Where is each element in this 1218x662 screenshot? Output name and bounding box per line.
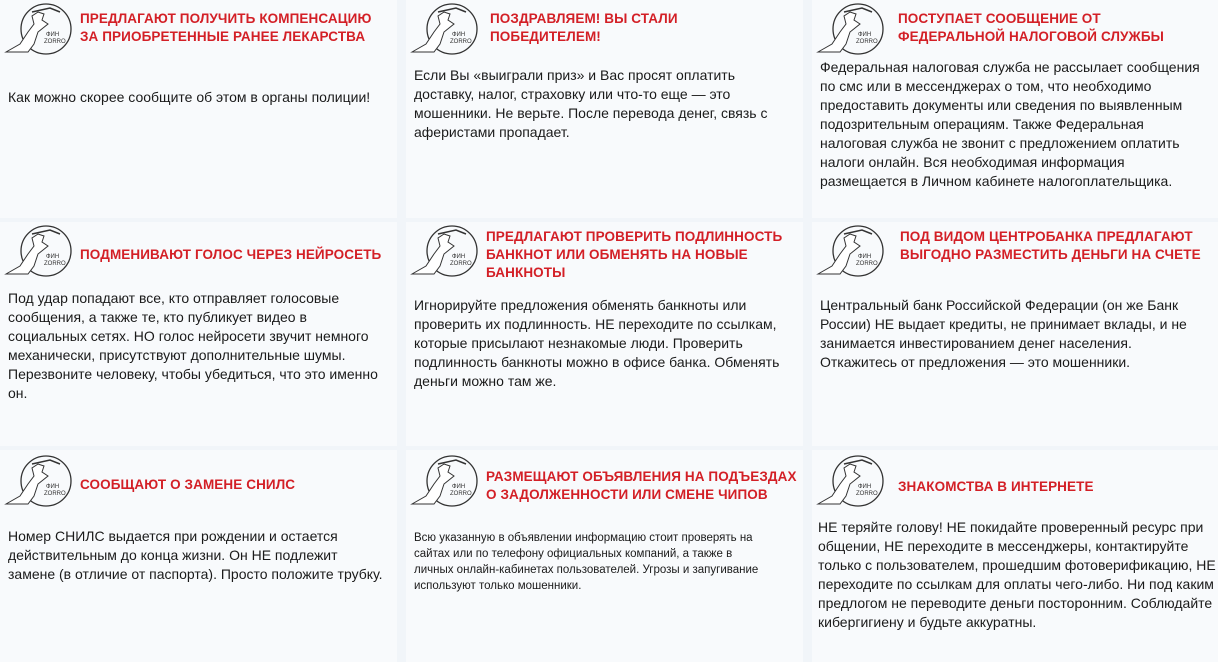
fin-zorro-logo — [2, 2, 72, 60]
fin-zorro-logo — [814, 224, 884, 282]
card-title: ЗНАКОМСТВА В ИНТЕРНЕТЕ — [898, 479, 1094, 494]
fin-zorro-logo — [408, 2, 478, 60]
logo-text-zorro: ZORRO — [856, 261, 878, 267]
card-tax-service — [812, 0, 1218, 218]
fin-zorro-logo — [408, 454, 478, 512]
card-title: ПОСТУПАЕТ СООБЩЕНИЕ ОТ ФЕДЕРАЛЬНОЙ НАЛОГОВОЙ СЛУЖБЫ — [898, 11, 1164, 44]
card-text: Как можно скорее сообщите об этом в органы полиции! — [8, 89, 371, 105]
logo-text-fin: ФИН — [46, 254, 60, 260]
card-online-dating — [812, 450, 1218, 662]
logo-text-zorro: ZORRO — [450, 39, 472, 45]
logo-text-fin: ФИН — [858, 32, 872, 38]
logo-text-zorro: ZORRO — [44, 39, 66, 45]
logo-text-fin: ФИН — [858, 254, 872, 260]
card-text: Центральный банк Российской Федерации (он же Банк России) НЕ выдает кредиты, не принимает вклады, и не занимается инвестированием денег населения. Откажитесь от предложения — это мошенники. — [820, 297, 1187, 370]
card-central-bank — [812, 222, 1218, 446]
logo-text-zorro: ZORRO — [44, 491, 66, 497]
card-title: ПОЗДРАВЛЯЕМ! ВЫ СТАЛИ ПОБЕДИТЕЛЕМ! — [490, 11, 678, 44]
logo-text-fin: ФИН — [452, 254, 466, 260]
logo-text-zorro: ZORRO — [856, 39, 878, 45]
card-text: Под удар попадают все, кто отправляет голосовые сообщения, а также те, кто публикует видео в социальных сетях. НО голос нейросети звучит немного механически, присутствуют дополнительные шумы. Перезвоните человеку, чтобы убедиться, что это именно он. — [8, 290, 378, 401]
logo-text-zorro: ZORRO — [450, 491, 472, 497]
card-text: Федеральная налоговая служба не рассылает сообщения по смс или в мессенджерах о том, что необходимо предоставить документы или сведения по выявленным подозрительным операциям. Также Федеральная налоговая служба не звонит с предложением оплатить налоги онлайн. Вся необходимая информация размещается в Личном кабинете налогоплательщика. — [820, 59, 1200, 189]
card-title: РАЗМЕЩАЮТ ОБЪЯВЛЕНИЯ НА ПОДЪЕЗДАХ О ЗАДОЛЖЕННОСТИ ИЛИ СМЕНЕ ЧИПОВ — [486, 469, 797, 502]
fin-zorro-logo — [408, 224, 478, 282]
logo-text-fin: ФИН — [46, 32, 60, 38]
logo-text-zorro: ZORRO — [450, 261, 472, 267]
fin-zorro-logo — [814, 2, 884, 60]
card-title: ПОД ВИДОМ ЦЕНТРОБАНКА ПРЕДЛАГАЮТ ВЫГОДНО РАЗМЕСТИТЬ ДЕНЬГИ НА СЧЕТЕ — [900, 229, 1201, 262]
card-voice-ai — [0, 222, 397, 446]
card-text: Всю указанную в объявлении информацию стоит проверять на сайтах или по телефону официальных компаний, а также в личных онлайн-кабинетах пользователей. Угрозы и запугивание используют только мошенники. — [414, 532, 759, 592]
logo-text-zorro: ZORRO — [856, 491, 878, 497]
fin-zorro-logo — [814, 454, 884, 512]
card-snils — [0, 450, 397, 662]
card-prize-winner — [406, 0, 803, 218]
logo-text-fin: ФИН — [452, 484, 466, 490]
card-banknote-check — [406, 222, 803, 446]
logo-text-fin: ФИН — [858, 484, 872, 490]
card-medicine-compensation — [0, 0, 397, 218]
fin-zorro-logo — [2, 224, 72, 282]
logo-text-fin: ФИН — [46, 484, 60, 490]
card-title: ПРЕДЛАГАЮТ ПРОВЕРИТЬ ПОДЛИННОСТЬ БАНКНОТ ИЛИ ОБМЕНЯТЬ НА НОВЫЕ БАНКНОТЫ — [486, 229, 783, 280]
card-title: ПРЕДЛАГАЮТ ПОЛУЧИТЬ КОМПЕНСАЦИЮ ЗА ПРИОБРЕТЕННЫЕ РАНЕЕ ЛЕКАРСТВА — [80, 11, 372, 44]
logo-text-fin: ФИН — [452, 32, 466, 38]
card-text: Игнорируйте предложения обменять банкноты или проверить их подлинность. НЕ переходите по ссылкам, которые присылают незнакомые люди. Проверить подлинность банкноты можно в офисе банка. Обменять деньги можно там же. — [414, 297, 780, 389]
fin-zorro-logo — [2, 454, 72, 512]
card-text: Номер СНИЛС выдается при рождении и остается действительным до конца жизни. Он НЕ подлежит замене (в отличие от паспорта). Просто положите трубку. — [8, 528, 383, 582]
logo-text-zorro: ZORRO — [44, 261, 66, 267]
card-title: СООБЩАЮТ О ЗАМЕНЕ СНИЛС — [80, 477, 296, 492]
card-text: НЕ теряйте голову! НЕ покидайте проверенный ресурс при общении, НЕ переходите в мессенджеры, контактируйте только с пользователем, прошедшим фотоверификацию, НЕ переходите по ссылкам для оплаты чего-либо. Ни под каким предлогом не переводите деньги посторонним. Соблюдайте кибергигиену и будьте аккуратны. — [818, 519, 1216, 630]
card-text: Если Вы «выиграли приз» и Вас просят оплатить доставку, налог, страховку или что-то еще — это мошенники. Не верьте. После перевода денег, связь с аферистами пропадает. — [414, 67, 768, 140]
card-entrance-ads — [406, 450, 803, 662]
card-title: ПОДМЕНИВАЮТ ГОЛОС ЧЕРЕЗ НЕЙРОСЕТЬ — [80, 247, 382, 262]
